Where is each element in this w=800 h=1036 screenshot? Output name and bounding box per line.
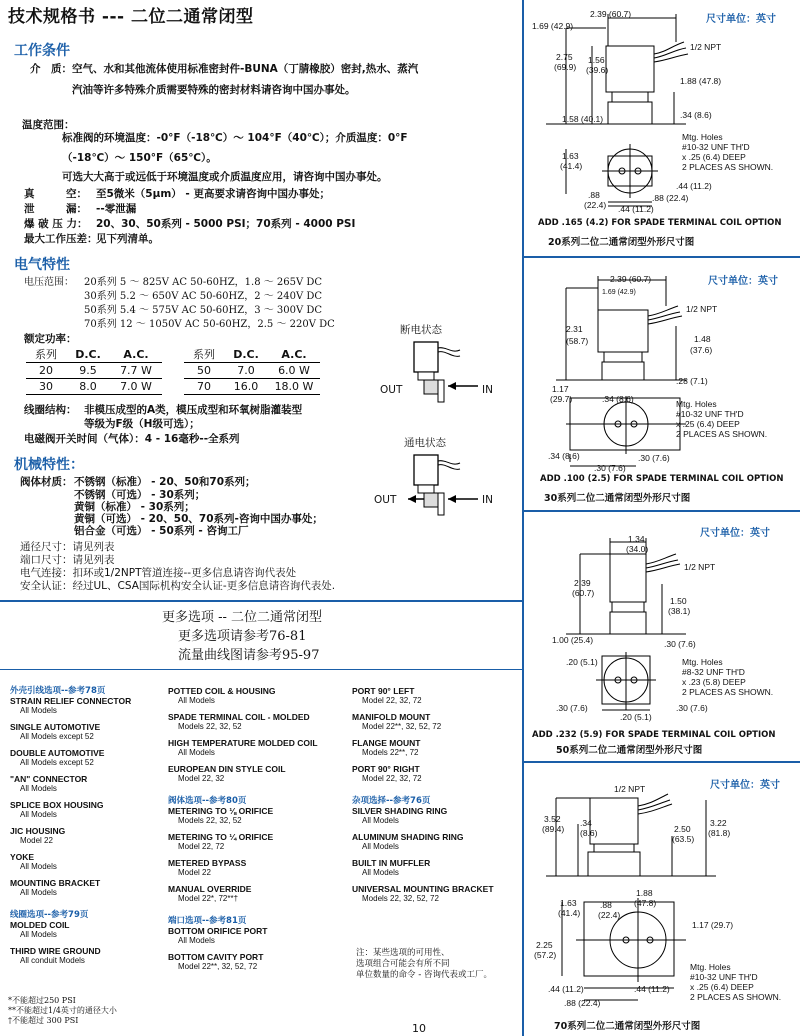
dim-label: #8-32 UNF TH'D (682, 667, 745, 677)
dim-label: (22.4) (584, 200, 607, 210)
dim-label: (39.6) (586, 65, 609, 75)
temp-label: 温度范围： (22, 119, 75, 131)
power-cell: 16.0 (224, 379, 268, 395)
dim-label: 1.17 (552, 384, 569, 394)
material-line: 铝合金（可选） - 50系列 - 咨询工厂 (74, 525, 249, 537)
footnote: *不能超过250 PSI (8, 996, 76, 1005)
option-name: UNIVERSAL MOUNTING BRACKET (352, 884, 494, 894)
options-column-1 (10, 686, 131, 966)
options-column-3 (352, 686, 494, 904)
options-note: 注：某些选项的可用性、 (356, 948, 450, 958)
option-name: SPADE TERMINAL COIL - MOLDED (168, 712, 310, 722)
option-models: Model 22**, 32, 52, 72 (178, 962, 258, 971)
dim-label: (22.4) (598, 910, 621, 920)
power-cell: 70 (184, 379, 224, 395)
option-models: All Models (20, 706, 57, 715)
dim-label: 2.39 (574, 578, 591, 588)
option-models: Model 22, 32 (178, 774, 225, 783)
option-group-heading: 端口选项--参考81页 (168, 916, 247, 926)
panel-divider (522, 256, 800, 258)
dim-label: #10-32 UNF TH'D (676, 409, 744, 419)
option-name: POTTED COIL & HOUSING (168, 686, 276, 696)
option-group-heading: 阀体选项--参考80页 (168, 796, 247, 806)
option-name: "AN" CONNECTOR (10, 774, 88, 784)
dim-label: 1.63 (560, 898, 577, 908)
option-name: SINGLE AUTOMOTIVE (10, 722, 101, 732)
vacuum-value: 至5微米（5μm） - 更高要求请咨询中国办事处； (96, 188, 330, 200)
option-name: JIC HOUSING (10, 826, 66, 836)
power-cell: 6.0 W (268, 363, 320, 379)
option-name: SILVER SHADING RING (352, 806, 448, 816)
power-cell: 8.0 (66, 379, 110, 395)
maxdiff-value: 见下列清单。 (96, 233, 159, 245)
dim-label: .88 (22.4) (564, 998, 601, 1008)
more-options-title: 更多选项 -- 二位二通常闭型 (162, 610, 323, 625)
dim-label: (60.7) (572, 588, 595, 598)
option-models: All Models (362, 842, 399, 851)
state-off-label: 断电状态 (400, 324, 442, 336)
leak-value: --零泄漏 (96, 203, 137, 215)
option-models: Model 22 (178, 868, 211, 877)
power-header: D.C. (224, 346, 268, 363)
material-line: 黄铜（可选） - 20、50、70系列-咨询中国办事处； (74, 513, 323, 525)
option-models: Model 22*, 72**† (178, 894, 239, 903)
dim-label: .44 (11.2) (676, 181, 712, 191)
option-name: THIRD WIRE GROUND (10, 946, 101, 956)
option-name: METERING TO ¼ ORIFICE (168, 832, 274, 842)
spade-note: ADD .100 (2.5) FOR SPADE TERMINAL COIL OPTION (540, 474, 784, 484)
port-size: 端口尺寸：请见列表 (20, 554, 115, 566)
dim-label: 1.48 (694, 334, 711, 344)
burst-label: 爆 破 压 力： (24, 218, 88, 230)
page-number: 10 (412, 1022, 426, 1035)
dim-label: Mtg. Holes (676, 399, 717, 409)
dim-label: 2.39 (60.7) (590, 9, 632, 19)
dim-label: 1.00 (25.4) (552, 635, 594, 645)
spade-note: ADD .165 (4.2) FOR SPADE TERMINAL COIL OPTION (538, 218, 782, 228)
power-cell: 20 (26, 363, 66, 379)
option-name: METERED BYPASS (168, 858, 247, 868)
dim-label: #10-32 UNF TH'D (682, 142, 750, 152)
dim-label: 1.63 (562, 151, 579, 161)
dim-label: 1/2 NPT (690, 42, 722, 52)
switch-time: 电磁阀开关时间（气体）：4 - 16毫秒--全系列 (24, 433, 240, 445)
in-label: IN (482, 494, 493, 506)
option-name: EUROPEAN DIN STYLE COIL (168, 764, 286, 774)
dim-label: (41.4) (560, 161, 583, 171)
option-models: All Models except 52 (20, 758, 94, 767)
out-label: OUT (374, 494, 397, 506)
burst-value: 20、30、50系列 - 5000 PSI；70系列 - 4000 PSI (96, 218, 356, 230)
dim-label: x .25 (6.4) DEEP (676, 419, 740, 429)
vacuum-label: 真 空： (24, 188, 87, 200)
page-title: 技术规格书 --- 二位二通常闭型 (8, 7, 254, 27)
voltage-line-30: 30系列 5.2 ～ 650V AC 50-60HZ，2 ～ 240V DC (84, 291, 323, 302)
spade-note: ADD .232 (5.9) FOR SPADE TERMINAL COIL OPTION (532, 730, 776, 740)
option-group-heading: 线圈选项--参考79页 (10, 910, 89, 920)
dim-label: .44 (11.2) (618, 204, 654, 214)
power-cell: 30 (26, 379, 66, 395)
unit-label: 尺寸单位：英寸 (706, 14, 776, 25)
option-models: All Models (20, 862, 57, 871)
dim-label: (63.5) (672, 834, 695, 844)
temp-line1: 标准阀的环境温度：-0°F（-18℃）～ 104°F（40℃）；介质温度：0°F (62, 132, 408, 144)
medium-label: 介 质： (30, 63, 72, 75)
power-header: A.C. (268, 346, 320, 363)
section-heading-working: 工作条件 (14, 43, 70, 59)
dim-label: .34 (8.6) (602, 394, 634, 404)
option-group-heading: 杂项选择--参考76页 (352, 796, 431, 806)
dim-label: .34 (8.6) (680, 110, 712, 120)
dim-label: 2 PLACES AS SHOWN. (682, 162, 774, 172)
safety-cert: 安全认证：经过UL、CSA国际机构安全认证-更多信息请咨询代表处. (20, 580, 336, 592)
option-name: BUILT IN MUFFLER (352, 858, 431, 868)
material-line: 黄铜（标准） - 30系列； (74, 501, 195, 513)
power-header: D.C. (66, 346, 110, 363)
coil-line1: 非模压成型的A类，模压成型和环氧树脂灌装型 (84, 404, 303, 416)
dim-label: (29.7) (550, 394, 573, 404)
dim-label: .20 (5.1) (566, 657, 598, 667)
dim-label: .30 (7.6) (638, 453, 670, 463)
option-name: BOTTOM CAVITY PORT (168, 952, 264, 962)
dim-label: 2.75 (556, 52, 573, 62)
dim-label: (47.8) (634, 898, 657, 908)
dim-label: 1.58 (40.1) (562, 114, 604, 124)
voltage-label: 电压范围： (24, 277, 74, 288)
unit-label: 尺寸单位：英寸 (700, 528, 770, 539)
coil-line2: 等级为F级（H级可选）； (84, 418, 200, 430)
dim-label: 1.88 (636, 888, 653, 898)
power-header: 系列 (26, 346, 66, 363)
options-column-2 (168, 686, 318, 972)
option-name: MOUNTING BRACKET (10, 878, 101, 888)
option-models: Model 22 (20, 836, 53, 845)
option-models: All Models (20, 810, 57, 819)
dim-label: (37.6) (690, 345, 713, 355)
option-name: FLANGE MOUNT (352, 738, 421, 748)
power-table (26, 346, 320, 395)
option-models: Model 22, 72 (178, 842, 225, 851)
dim-label: (8.6) (580, 828, 598, 838)
dim-label: .34 (8.6) (548, 451, 580, 461)
voltage-line-70: 70系列 12 ～ 1050V AC 50-60HZ，2.5 ～ 220V DC (84, 319, 335, 330)
dim-label: 1/2 NPT (684, 562, 716, 572)
dim-label: (34.0) (626, 544, 649, 554)
dim-label: .30 (7.6) (556, 703, 588, 713)
option-models: Models 22**, 72 (362, 748, 419, 757)
dim-label: 1.69 (42.9) (532, 21, 574, 31)
power-cell: 7.0 W (110, 379, 162, 395)
option-models: All Models (20, 930, 57, 939)
voltage-line-20: 20系列 5 ～ 825V AC 50-60HZ，1.8 ～ 265V DC (84, 277, 323, 288)
power-header: A.C. (110, 346, 162, 363)
divider (0, 600, 522, 602)
dim-label: 2.31 (566, 324, 583, 334)
dim-label: .88 (588, 190, 600, 200)
medium-line1: 空气、水和其他流体使用标准密封件-BUNA（丁腈橡胶）密封,热水、蒸汽 (72, 63, 419, 75)
option-models: Models 22, 32, 52 (178, 816, 242, 825)
option-name: PORT 90° RIGHT (352, 764, 420, 774)
panel-divider (522, 761, 800, 763)
unit-label: 尺寸单位：英寸 (708, 276, 778, 287)
dim-label: (69.9) (554, 62, 577, 72)
dim-label: .34 (580, 818, 592, 828)
state-on-label: 通电状态 (404, 437, 446, 449)
option-name: SPLICE BOX HOUSING (10, 800, 104, 810)
power-cell: 7.0 (224, 363, 268, 379)
power-label: 额定功率： (24, 333, 77, 345)
flow-curve-ref: 流量曲线图请参考95-97 (178, 648, 320, 663)
option-models: All Models (178, 936, 215, 945)
series-50-caption: 50系列二位二通常闭型外形尺寸图 (556, 745, 703, 756)
more-options-ref: 更多选项请参考76-81 (178, 629, 307, 644)
power-cell: 9.5 (66, 363, 110, 379)
dim-label: x .25 (6.4) DEEP (682, 152, 746, 162)
options-note: 单位数量的命令 - 咨询代表或工厂。 (356, 970, 492, 980)
option-group-heading: 外壳引线选项--参考78页 (10, 686, 106, 696)
medium-line2: 汽油等许多特殊介质需要特殊的密封材料请咨询中国办事处。 (72, 84, 356, 96)
option-models: Models 22, 32, 52, 72 (362, 894, 439, 903)
dim-label: (38.1) (668, 606, 691, 616)
option-name: HIGH TEMPERATURE MOLDED COIL (168, 738, 318, 748)
dim-label: (58.7) (566, 336, 589, 346)
electrical-connection: 电气连接：扣环或1/2NPT管道连接--更多信息请咨询代表处 (20, 567, 297, 579)
dim-label: .88 (22.4) (652, 193, 689, 203)
dim-label: 2 PLACES AS SHOWN. (682, 687, 774, 697)
dim-label: 1.88 (47.8) (680, 76, 722, 86)
dim-label: 3.22 (710, 818, 727, 828)
material-label: 阀体材质： (20, 476, 73, 488)
voltage-line-50: 50系列 5.4 ～ 575V AC 50-60HZ，3 ～ 300V DC (84, 305, 323, 316)
dim-label: x .23 (5.8) DEEP (682, 677, 746, 687)
temp-line2: （-18℃）～ 150°F（65℃）。 (62, 152, 217, 164)
dim-label: 3.52 (544, 814, 561, 824)
option-models: Models 22, 32, 52 (178, 722, 242, 731)
option-name: BOTTOM ORIFICE PORT (168, 926, 268, 936)
option-name: MANIFOLD MOUNT (352, 712, 431, 722)
option-name: STRAIN RELIEF CONNECTOR (10, 696, 132, 706)
valve-deenergized-diagram (400, 338, 500, 408)
section-heading-electrical: 电气特性 (14, 257, 70, 273)
dim-label: 2.50 (674, 824, 691, 834)
dim-label: (81.8) (708, 828, 731, 838)
dim-label: .88 (600, 900, 612, 910)
dim-label: .44 (11.2) (548, 984, 584, 994)
orifice-size: 通径尺寸：请见列表 (20, 541, 115, 553)
option-models: All Models (362, 868, 399, 877)
option-name: ALUMINUM SHADING RING (352, 832, 464, 842)
dim-label: .44 (11.2) (634, 984, 670, 994)
divider (0, 669, 522, 670)
option-models: Model 22**, 32, 52, 72 (362, 722, 442, 731)
dim-label: Mtg. Holes (682, 132, 723, 142)
dim-label: Mtg. Holes (682, 657, 723, 667)
panel-divider (522, 510, 800, 512)
dim-label: Mtg. Holes (690, 962, 731, 972)
series-30-caption: 30系列二位二通常闭型外形尺寸图 (544, 493, 691, 504)
dim-label: 2 PLACES AS SHOWN. (676, 429, 768, 439)
option-models: All Models (178, 696, 215, 705)
power-cell: 18.0 W (268, 379, 320, 395)
dim-label: (57.2) (534, 950, 557, 960)
unit-label: 尺寸单位：英寸 (710, 780, 780, 791)
dim-label: 1/2 NPT (614, 784, 646, 794)
dim-label: .30 (7.6) (664, 639, 696, 649)
series-20-caption: 20系列二位二通常闭型外形尺寸图 (548, 237, 695, 248)
option-name: MANUAL OVERRIDE (168, 884, 252, 894)
option-name: MOLDED COIL (10, 920, 70, 930)
footnote: †不能超过 300 PSI (8, 1016, 79, 1025)
dim-label: 1.34 (628, 534, 645, 544)
footnote: **不能超过1/4英寸的通径大小 (8, 1006, 117, 1015)
leak-label: 泄 漏： (24, 203, 87, 215)
dim-label: 1.56 (588, 55, 605, 65)
series-70-caption: 70系列二位二通常闭型外形尺寸图 (554, 1021, 701, 1032)
option-models: All Models (20, 784, 57, 793)
valve-energized-diagram (400, 451, 500, 521)
option-name: PORT 90° LEFT (352, 686, 415, 696)
dim-label: (41.4) (558, 908, 581, 918)
dim-label: 2.39 (60.7) (610, 274, 652, 284)
dim-label: .20 (5.1) (620, 712, 652, 722)
dim-label: 1.69 (42.9) (602, 289, 636, 296)
option-models: All Models (20, 888, 57, 897)
dim-label: .30 (7.6) (676, 703, 708, 713)
maxdiff-label: 最大工作压差： (24, 233, 98, 245)
option-name: YOKE (10, 852, 35, 862)
option-models: Model 22, 32, 72 (362, 696, 422, 705)
option-models: Model 22, 32, 72 (362, 774, 422, 783)
power-cell: 7.7 W (110, 363, 162, 379)
dim-label: x .25 (6.4) DEEP (690, 982, 754, 992)
option-name: DOUBLE AUTOMOTIVE (10, 748, 105, 758)
options-note: 选项组合可能会有所不同 (356, 959, 450, 969)
option-models: All Models (178, 748, 215, 757)
dim-label: .30 (7.6) (594, 463, 626, 473)
coil-label: 线圈结构： (24, 404, 77, 416)
dim-label: 2.25 (536, 940, 553, 950)
option-models: All conduit Models (20, 956, 85, 965)
dim-label: 1.50 (670, 596, 687, 606)
material-line: 不锈钢（可选） - 30系列； (74, 489, 206, 501)
section-heading-mechanical: 机械特性： (14, 457, 84, 473)
dim-label: 1/2 NPT (686, 304, 718, 314)
out-label: OUT (380, 384, 403, 396)
material-line: 不锈钢（标准） - 20、50和70系列； (74, 476, 256, 488)
in-label: IN (482, 384, 493, 396)
option-models: All Models (362, 816, 399, 825)
temp-line3: 可选大大高于或远低于环境温度或介质温度应用，请咨询中国办事处。 (62, 171, 388, 183)
dim-label: .28 (7.1) (676, 376, 708, 386)
dim-label: 2 PLACES AS SHOWN. (690, 992, 782, 1002)
power-cell: 50 (184, 363, 224, 379)
dim-label: (89.4) (542, 824, 565, 834)
dim-label: 1.17 (29.7) (692, 920, 734, 930)
option-models: All Models except 52 (20, 732, 94, 741)
option-name: METERING TO ⅛ ORIFICE (168, 806, 274, 816)
power-header: 系列 (184, 346, 224, 363)
dim-label: #10-32 UNF TH'D (690, 972, 758, 982)
